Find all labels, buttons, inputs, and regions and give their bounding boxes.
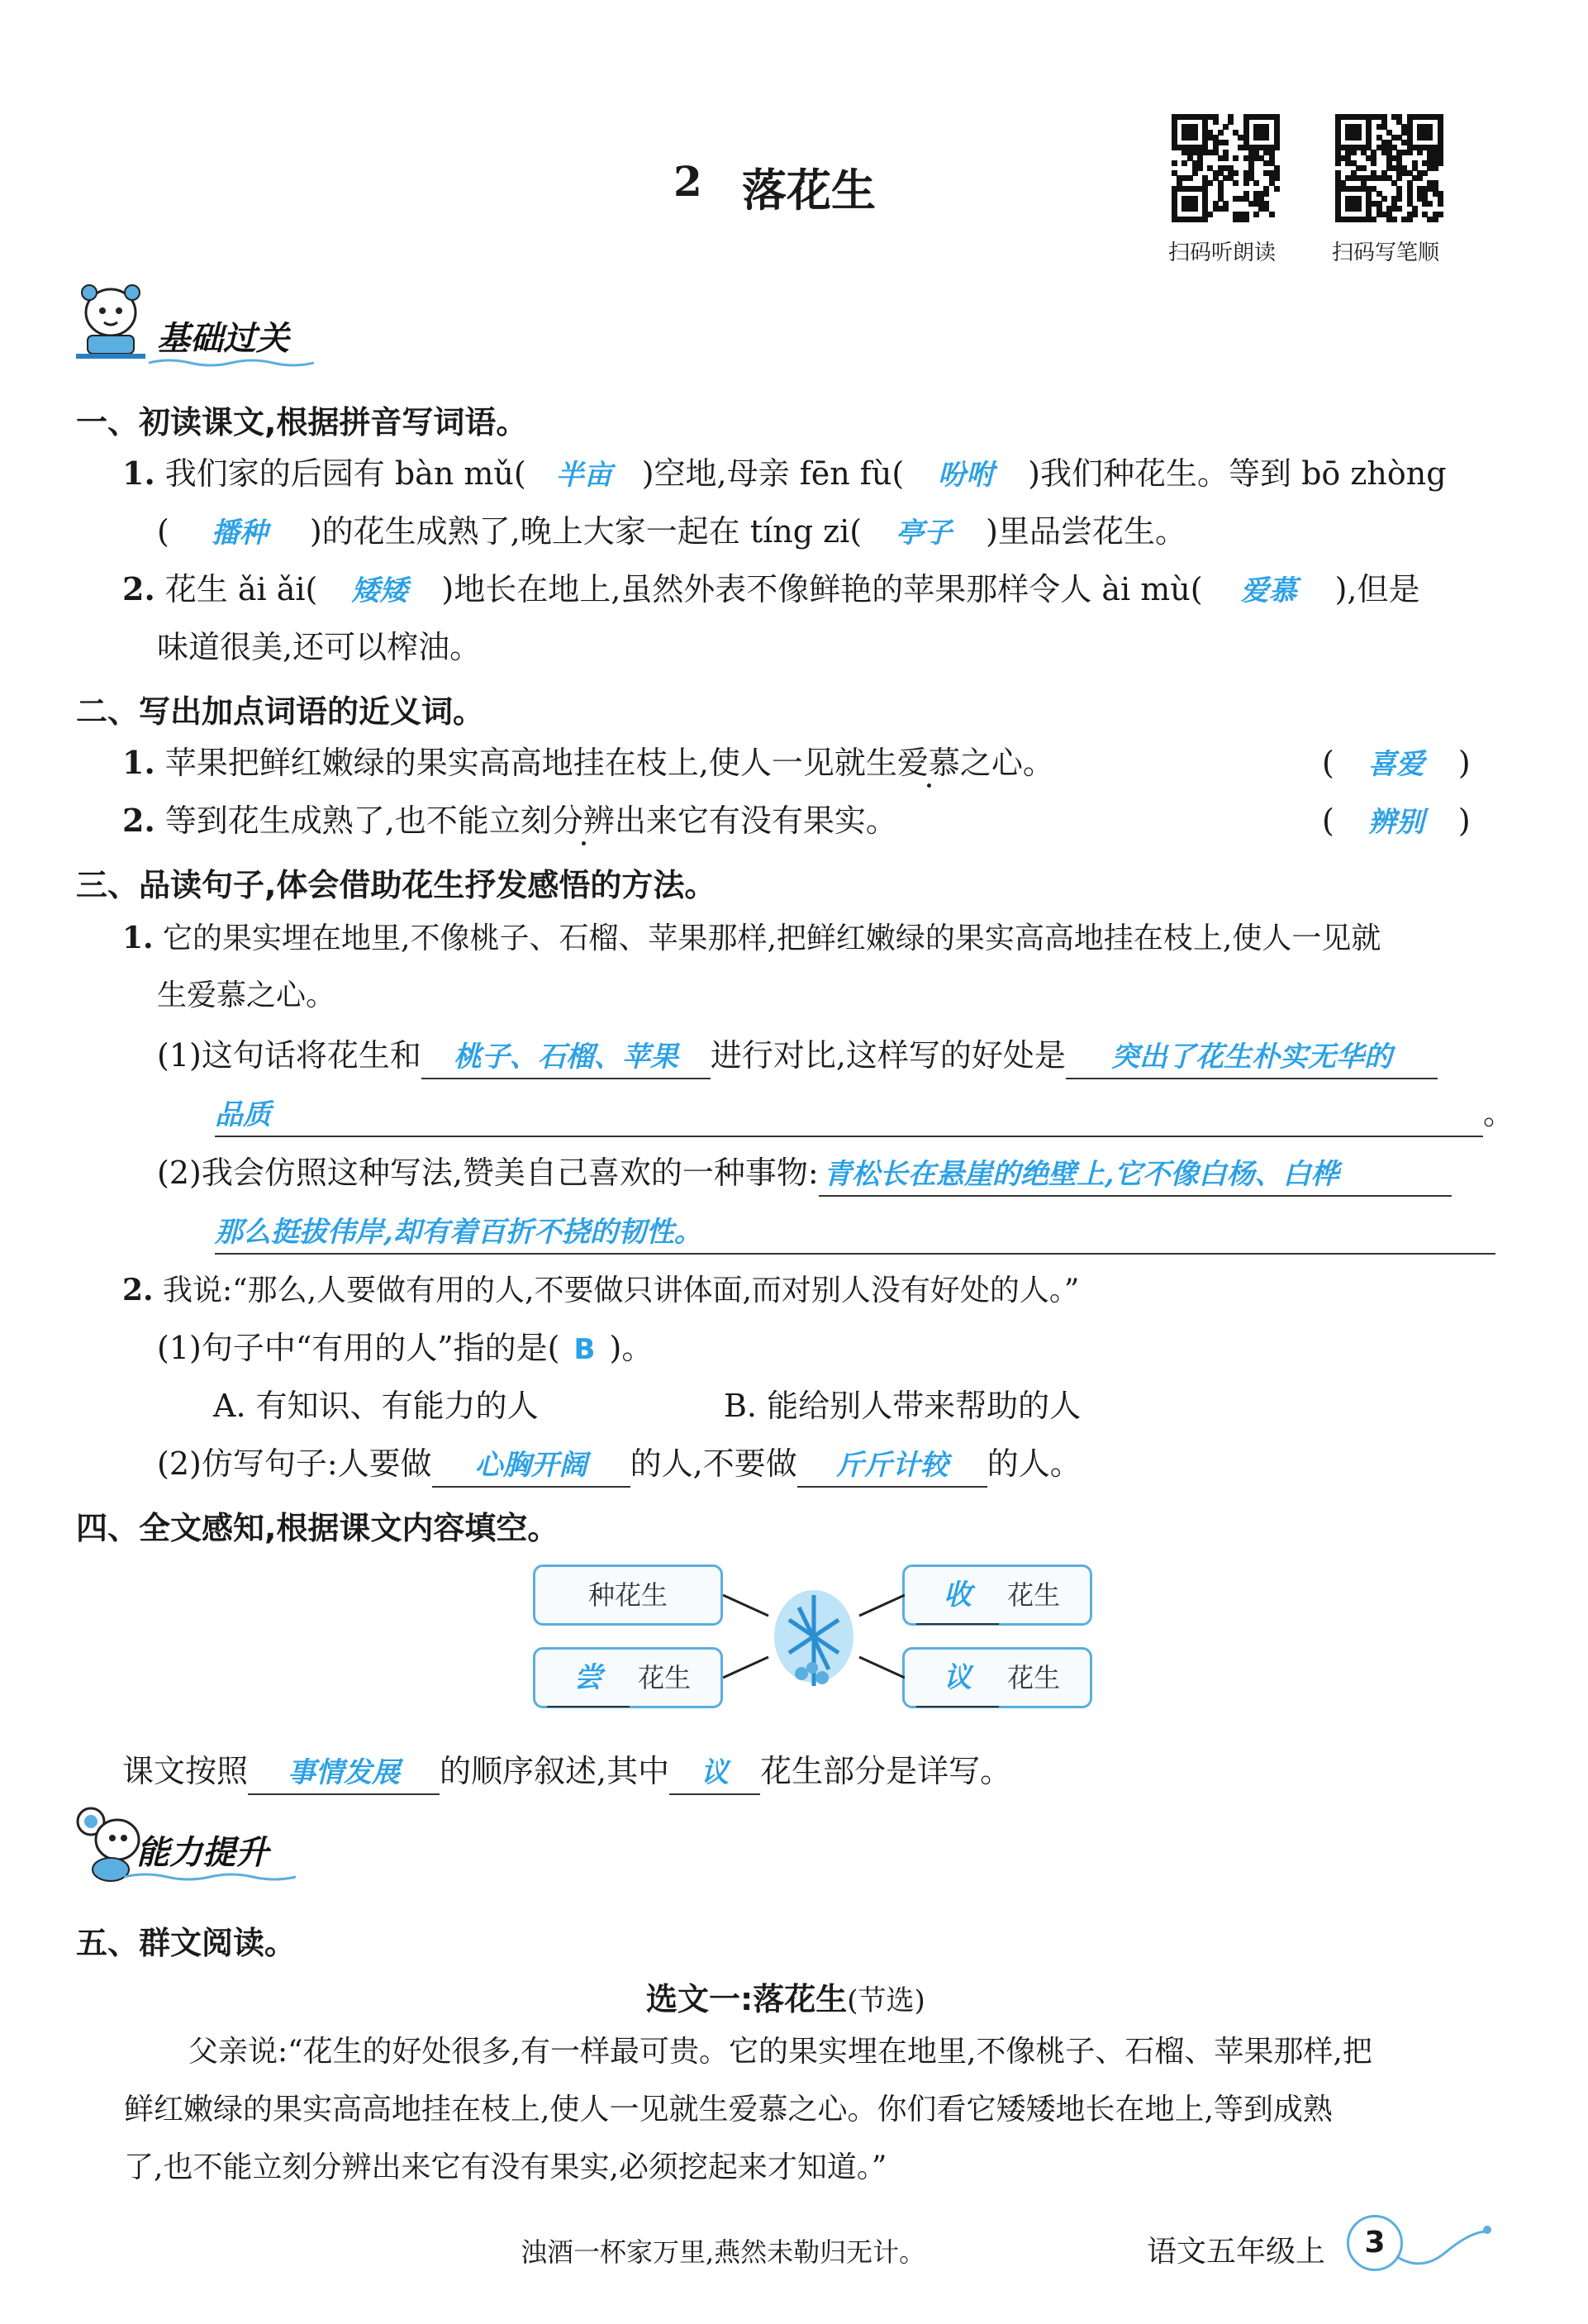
q2-s2-pre: 等到花生成熟了,也不能立刻 (164, 802, 552, 839)
mascot-icon (73, 279, 149, 362)
qr-code-listen[interactable] (1172, 114, 1279, 221)
q3-s2-p2-line (157, 1443, 1082, 1488)
answer-should-be[interactable]: 心胸开阔 (432, 1445, 630, 1488)
qr-module (1335, 160, 1341, 166)
q2-s2-post: 出来它有没有果实。 (614, 802, 897, 839)
qr-module (1417, 175, 1423, 181)
option-b[interactable]: B. 能给别人带来帮助的人 (724, 1388, 1082, 1424)
paren-close: ) (1457, 745, 1471, 781)
q2-s1-line (122, 742, 1054, 783)
q1-s1-text-d: ( (157, 513, 169, 550)
answer-benefit-line1[interactable]: 突出了花生朴实无华的 (1066, 1036, 1438, 1079)
box-plant-peanuts (533, 1564, 723, 1626)
answer-imitation-line1[interactable]: 青松长在悬崖的绝壁上,它不像白杨、白桦 (819, 1154, 1452, 1197)
q1-s1-line1 (122, 453, 1447, 496)
qr-module (1396, 175, 1402, 181)
section-badge-basic: 基础过关 (157, 320, 289, 358)
q2-heading: 二、写出加点词语的近义词。 (76, 693, 485, 730)
q3-s2-p1-text-b: )。 (609, 1330, 654, 1366)
peanut-plant-illustration (723, 1570, 905, 1703)
answer-synonym-1[interactable]: 喜爱 (1367, 748, 1424, 781)
answer-fenfu[interactable]: 吩咐 (938, 459, 995, 492)
q3-p1-text-a: (1)这句话将花生和 (157, 1037, 421, 1074)
qr-module (1396, 206, 1402, 212)
option-a[interactable]: A. 有知识、有能力的人 (213, 1388, 539, 1424)
q1-heading: 一、初读课文,根据拼音写词语。 (76, 404, 528, 441)
qr-module (1181, 160, 1187, 166)
q3-s2-text: 我说:“那么,人要做有用的人,不要做只讲体面,而对别人没有好处的人。” (163, 1274, 1080, 1307)
qr-module (1427, 135, 1433, 140)
footer-swirl-decoration (1396, 2215, 1495, 2273)
qr-module (1438, 160, 1443, 166)
q3-s2-p2-text-c: 的人。 (987, 1445, 1082, 1482)
q1-s1-text-a: 我们家的后园有 bàn mǔ( (164, 455, 526, 492)
qr-module (1243, 217, 1249, 222)
box-suffix-label: 花生 (638, 1662, 692, 1693)
answer-imitation-line2[interactable]: 那么挺拔伟岸,却有着百折不挠的韧性。 (215, 1212, 1495, 1255)
q1-s1-text-b: )空地,母亲 fēn fù( (641, 455, 905, 492)
qr-module (1197, 165, 1203, 171)
q3-p2-line2 (215, 1210, 1495, 1255)
answer-harvest[interactable]: 收 (916, 1567, 999, 1625)
section-badge-ability: 能力提升 (136, 1834, 269, 1872)
qr-module (1218, 130, 1224, 136)
q3-s1-line2: 生爱慕之心。 (157, 979, 336, 1012)
q2-s1-dotted-word: 爱慕 (896, 745, 960, 781)
qr-module (1371, 160, 1376, 166)
answer-aimu[interactable]: 爱慕 (1240, 574, 1297, 607)
qr-module (1223, 155, 1229, 161)
q4-text-a: 课文按照 (122, 1753, 249, 1789)
qr-module (1207, 180, 1213, 186)
q5-heading: 五、群文阅读。 (76, 1925, 297, 1961)
answer-choice[interactable]: B (573, 1333, 596, 1366)
qr-code-stroke[interactable] (1335, 114, 1443, 221)
page-number: 3 (1347, 2215, 1403, 2271)
qr-module (1207, 212, 1213, 217)
box-suffix-label: 花生 (1007, 1662, 1061, 1693)
q1-s1-text-e: )的花生成熟了,晚上大家一起在 tíng zi( (309, 513, 863, 550)
q3-p1-line1 (157, 1035, 1438, 1079)
qr-module (1274, 186, 1280, 192)
q3-heading: 三、品读句子,体会借助花生抒发感悟的方法。 (76, 867, 716, 903)
q1-s2-text-d: 味道很美,还可以榨油。 (157, 629, 482, 665)
qr-module (1233, 180, 1239, 186)
q3-p1-period: 。 (1483, 1095, 1515, 1131)
box-suffix-label: 花生 (1007, 1579, 1061, 1611)
qr-module (1187, 175, 1193, 181)
qr-module (1438, 212, 1443, 217)
qr-module (1433, 165, 1438, 171)
qr-module (1172, 160, 1177, 166)
answer-contrast-objects[interactable]: 桃子、石榴、苹果 (421, 1036, 711, 1079)
qr-module (1438, 201, 1443, 207)
qr-module (1223, 140, 1229, 145)
qr-module (1233, 170, 1239, 176)
qr-module (1417, 150, 1423, 155)
passage-line-3: 了,也不能立刻分辨出来它有没有果实,必须挖起来才知道。” (124, 2150, 887, 2184)
badge-underline-decoration (149, 355, 314, 365)
passage-line-1: 父亲说:“花生的好处很多,有一样最可贵。它的果实埋在地里,不像桃子、石榴、苹果那样,把 (188, 2035, 1372, 2069)
q2-s2-dotted-word: 分辨 (551, 802, 615, 839)
q3-s1-text: 它的果实埋在地里,不像桃子、石榴、苹果那样,把鲜红嫩绿的果实高高地挂在枝上,使人一见就 (163, 922, 1381, 955)
qr-module (1422, 170, 1428, 176)
qr-module (1361, 165, 1367, 171)
answer-narrative-order[interactable]: 事情发展 (248, 1752, 440, 1795)
q3-s2-p1-text-a: (1)句子中“有用的人”指的是( (157, 1330, 560, 1366)
q1-s1-text-f: )里品尝花生。 (986, 513, 1186, 550)
qr-module (1274, 145, 1280, 150)
q3-p2-text-a: (2)我会仿照这种写法,赞美自己喜欢的一种事物: (157, 1155, 819, 1191)
qr-module (1202, 217, 1208, 222)
passage-note: (节选) (847, 1984, 925, 2017)
passage-title: 选文一:落花生 (646, 1981, 848, 2017)
q2-s1-answer-slot (1322, 742, 1471, 785)
qr-module (1263, 191, 1269, 197)
qr-module (1263, 135, 1269, 140)
qr-module (1351, 150, 1357, 155)
qr-module (1253, 180, 1259, 186)
answer-synonym-2[interactable]: 辨别 (1367, 806, 1424, 839)
qr-module (1192, 170, 1198, 176)
qr-module (1223, 206, 1229, 212)
passage-title-line (646, 1974, 925, 2019)
q4-heading: 四、全文感知,根据课文内容填空。 (76, 1510, 559, 1546)
qr-module (1407, 217, 1413, 222)
qr-module (1356, 135, 1362, 140)
box-harvest-peanuts (902, 1564, 1092, 1626)
q3-p2-line1 (157, 1152, 1452, 1197)
qr-module (1192, 206, 1198, 212)
q4-text-c: 花生部分是详写。 (760, 1753, 1012, 1789)
badge-underline-decoration (124, 1869, 297, 1879)
q3-s1-number: 1. (122, 921, 154, 955)
qr-module (1356, 206, 1362, 212)
qr-listen-label: 扫码听朗读 (1168, 240, 1277, 265)
qr-module (1192, 135, 1198, 140)
q4-summary-line (122, 1750, 1011, 1795)
q3-s2-line (122, 1269, 1079, 1312)
qr-module (1269, 212, 1275, 217)
q2-s1-pre: 苹果把鲜红嫩绿的果实高高地挂在枝上,使人一见就生 (164, 745, 897, 781)
box-plant-label: 种花生 (587, 1579, 668, 1611)
q1-s2-line1 (122, 569, 1420, 612)
q1-s1-number: 1. (122, 455, 155, 492)
qr-module (1371, 217, 1376, 222)
qr-module (1233, 155, 1239, 161)
q2-s2-line (122, 800, 897, 841)
paren-open: ( (1322, 745, 1334, 781)
qr-module (1381, 196, 1387, 202)
answer-aiai[interactable]: 矮矮 (351, 574, 408, 607)
box-taste-peanuts (533, 1647, 723, 1708)
qr-module (1253, 212, 1259, 217)
q2-s2-number: 2. (122, 802, 155, 839)
q4-text-b: 的顺序叙述,其中 (440, 1753, 670, 1789)
box-discuss-peanuts (902, 1647, 1092, 1708)
q3-s2-p2-text-b: 的人,不要做 (630, 1445, 797, 1482)
q3-p1-text-b: 进行对比,这样写的好处是 (710, 1037, 1066, 1074)
q1-s2-text-c: ),但是 (1334, 571, 1420, 607)
answer-benefit-line2[interactable]: 品质 (215, 1094, 1483, 1137)
q1-s1-text-c: )我们种花生。等到 bō zhòng (1028, 455, 1447, 492)
paren-open: ( (1322, 802, 1334, 839)
answer-should-not-be[interactable]: 斤斤计较 (797, 1445, 987, 1488)
qr-module (1243, 180, 1249, 186)
q1-s2-text-a: 花生 ǎi ǎi( (164, 571, 318, 607)
q1-s2-text-b: )地长在地上,虽然外表不像鲜艳的苹果那样令人 ài mù( (441, 571, 1203, 607)
answer-banmu[interactable]: 半亩 (555, 459, 612, 492)
lesson-title: 落花生 (742, 164, 876, 217)
answer-detailed-part[interactable]: 议 (669, 1752, 760, 1795)
qr-module (1274, 175, 1280, 181)
q2-s1-post: 之心。 (959, 745, 1054, 781)
paren-close: ) (1457, 802, 1471, 839)
q3-s2-p1-line (157, 1327, 653, 1370)
qr-module (1228, 119, 1234, 125)
q1-s2-number: 2. (122, 570, 155, 607)
qr-module (1213, 119, 1219, 125)
lesson-number: 2 (673, 157, 702, 206)
qr-module (1223, 124, 1229, 130)
qr-stroke-label: 扫码写笔顺 (1332, 240, 1440, 265)
answer-discuss[interactable]: 议 (916, 1650, 999, 1707)
qr-module (1427, 201, 1433, 207)
passage-line-2: 鲜红嫩绿的果实高高地挂在枝上,使人一见就生爱慕之心。你们看它矮矮地长在地上,等到成熟 (124, 2093, 1333, 2126)
q2-s1-number: 1. (122, 744, 155, 781)
q3-p1-line2 (215, 1093, 1514, 1137)
q2-s2-answer-slot (1322, 800, 1471, 843)
qr-module (1412, 212, 1418, 217)
answer-tingzi[interactable]: 亭子 (896, 517, 953, 550)
answer-taste[interactable]: 尝 (547, 1650, 630, 1707)
q3-s2-number: 2. (122, 1273, 154, 1307)
q3-s2-p2-text-a: (2)仿写句子:人要做 (157, 1445, 432, 1482)
footer-quote: 浊酒一杯家万里,燕然未勒归无计。 (521, 2236, 926, 2268)
q1-s1-line2 (157, 511, 1186, 554)
q3-s1-line1 (122, 917, 1381, 960)
answer-bozhong[interactable]: 播种 (211, 517, 268, 550)
qr-module (1433, 217, 1438, 222)
qr-module (1391, 217, 1397, 222)
footer-book-title: 语文五年级上 (1147, 2235, 1326, 2269)
qr-module (1407, 150, 1413, 155)
qr-module (1396, 196, 1402, 202)
